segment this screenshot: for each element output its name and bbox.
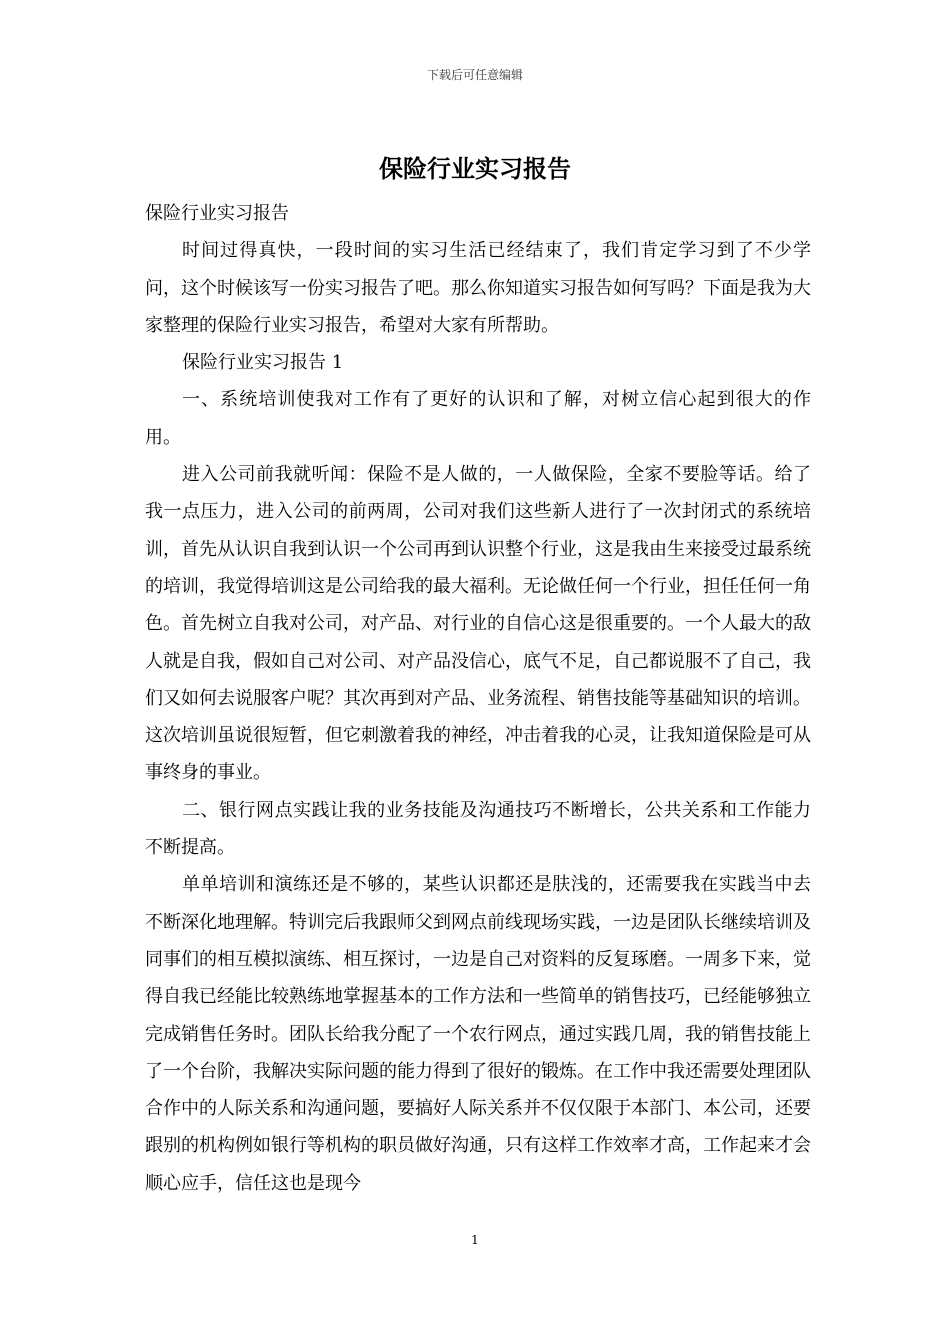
document-title: 保险行业实习报告 xyxy=(379,154,571,183)
page-number: 1 xyxy=(471,1233,479,1247)
paragraph: 一、系统培训使我对工作有了更好的认识和了解，对树立信心起到很大的作用。 xyxy=(145,389,811,448)
paragraph: 时间过得真快，一段时间的实习生活已经结束了，我们肯定学习到了不少学问，这个时候该写一份实习报告了吧。那么你知道实习报告如何写吗？下面是我为大家整理的保险行业实习报告，希望对大家有所帮助。 xyxy=(145,240,811,336)
paragraph: 进入公司前我就听闻：保险不是人做的，一人做保险，全家不要脸等话。给了我一点压力，进入公司的前两周，公司对我们这些新人进行了一次封闭式的系统培训，首先从认识自我到认识一个公司再到认识整个行业，这是我由生来接受过最系统的培训，我觉得培训这是公司给我的最大福利。无论做任何一个行业，担任任何一角色。首先树立自我对公司，对产品、对行业的自信心这是很重要的。一个人最大的敌人就是自我，假如自己对公司、对产品没信心，底气不足，自己都说服不了自己，我们又如何去说服客户呢？其次再到对产品、业务流程、销售技能等基础知识的培训。这次培训虽说很短暂，但它刺激着我的神经，冲击着我的心灵，让我知道保险是可从事终身的事业。 xyxy=(145,464,811,784)
document-body xyxy=(145,195,811,1202)
header-note: 下载后可任意编辑 xyxy=(426,68,523,82)
paragraph-section-heading: 保险行业实习报告 1 xyxy=(182,352,344,374)
paragraph-subtitle: 保险行业实习报告 xyxy=(145,203,289,224)
paragraph: 二、银行网点实践让我的业务技能及沟通技巧不断增长，公共关系和工作能力不断提高。 xyxy=(145,799,811,859)
paragraph: 单单培训和演练还是不够的，某些认识都还是肤浅的，还需要我在实践当中去不断深化地理解。特训完后我跟师父到网点前线现场实践，一边是团队长继续培训及同事们的相互模拟演练、相互探讨，一边是自己对资料的反复琢磨。一周多下来，觉得自我已经能比较熟练地掌握基本的工作方法和一些简单的销售技巧，已经能够独立完成销售任务时。团队长给我分配了一个农行网点，通过实践几周，我的销售技能上了一个台阶，我解决实际问题的能力得到了很好的锻炼。在工作中我还需要处理团队合作中的人际关系和沟通问题，要搞好人际关系并不仅仅限于本部门、本公司，还要跟别的机构例如银行等机构的职员做好沟通，只有这样工作效率才高，工作起来才会顺心应手，信任这也是现今 xyxy=(145,874,811,1194)
